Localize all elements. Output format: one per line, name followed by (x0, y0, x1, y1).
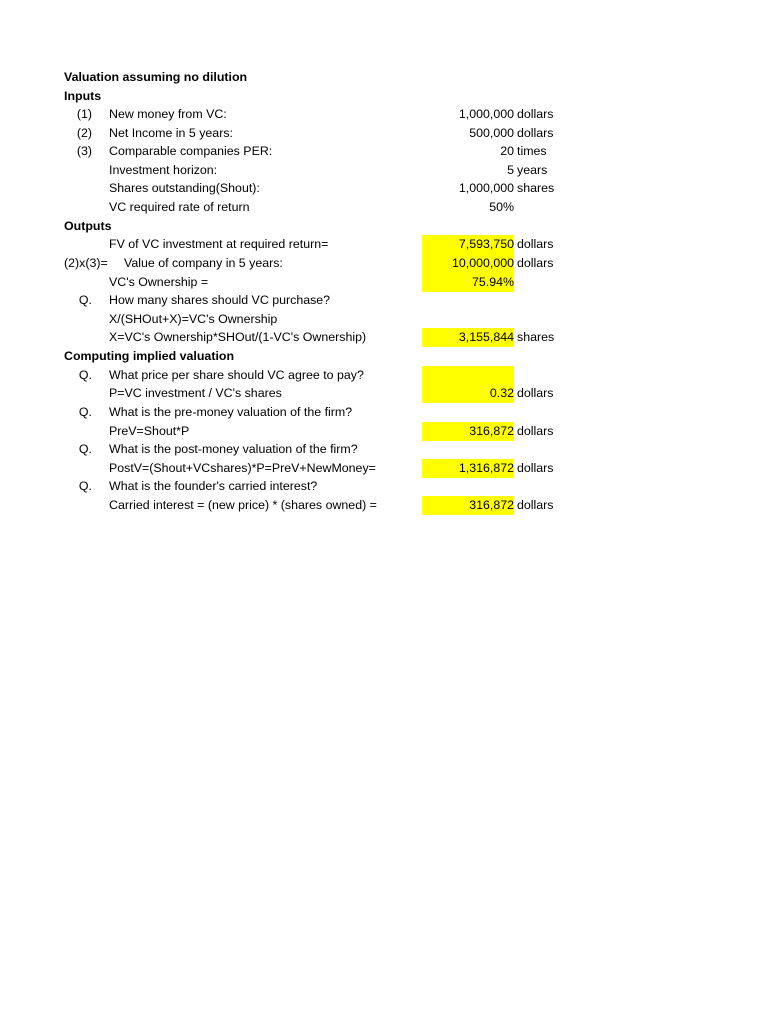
row-unit: times (517, 144, 547, 158)
computing-header-row (0, 347, 768, 366)
table-row (0, 254, 768, 273)
question-label: What is the founder's carried interest? (109, 479, 318, 493)
row-value[interactable]: 1,316,872 (422, 459, 514, 478)
table-row (0, 273, 768, 292)
title-row (0, 68, 768, 87)
row-unit: dollars (517, 256, 554, 270)
row-unit: dollars (517, 386, 554, 400)
row-value[interactable]: 1,000,000 (458, 107, 514, 121)
table-row (0, 403, 768, 422)
row-number: (1) (76, 107, 92, 121)
question-label: How many shares should VC purchase? (109, 293, 331, 307)
question-marker: Q. (78, 442, 92, 456)
row-label: PreV=Shout*P (109, 424, 190, 438)
row-value[interactable]: 500,000 (469, 126, 514, 140)
row-unit: dollars (517, 424, 554, 438)
row-label: X/(SHOut+X)=VC's Ownership (109, 312, 278, 326)
row-number: (3) (76, 144, 92, 158)
row-label: Comparable companies PER: (109, 144, 273, 158)
table-row (0, 422, 768, 441)
question-marker: Q. (78, 405, 92, 419)
row-value[interactable]: 20 (500, 144, 514, 158)
row-value[interactable]: 5 (507, 163, 514, 177)
row-label: PostV=(Shout+VCshares)*P=PreV+NewMoney= (109, 461, 376, 475)
table-row (0, 440, 768, 459)
row-unit: shares (517, 330, 555, 344)
row-label: Carried interest = (new price) * (shares owned) = (109, 498, 377, 512)
row-label: VC required rate of return (109, 200, 250, 214)
row-label: FV of VC investment at required return= (109, 237, 329, 251)
row-label: Value of company in 5 years: (124, 256, 283, 270)
row-unit: dollars (517, 461, 554, 475)
table-row (0, 459, 768, 478)
page-title: Valuation assuming no dilution (64, 70, 248, 84)
table-row (0, 198, 768, 217)
row-value[interactable]: 316,872 (422, 496, 514, 515)
row-unit: dollars (517, 126, 554, 140)
row-label: Shares outstanding(Shout): (109, 181, 260, 195)
row-label: VC's Ownership = (109, 275, 209, 289)
table-row (0, 105, 768, 124)
table-row (0, 161, 768, 180)
question-label: What is the post-money valuation of the firm? (109, 442, 358, 456)
question-marker: Q. (78, 479, 92, 493)
question-marker: Q. (78, 293, 92, 307)
table-row (0, 366, 768, 385)
row-label: P=VC investment / VC's shares (109, 386, 282, 400)
row-value[interactable]: 0.32 (489, 386, 514, 400)
table-row (0, 124, 768, 143)
table-row (0, 477, 768, 496)
computing-header: Computing implied valuation (64, 349, 235, 363)
row-label: Net Income in 5 years: (109, 126, 233, 140)
inputs-header: Inputs (64, 89, 102, 103)
outputs-header: Outputs (64, 219, 112, 233)
table-row (0, 235, 768, 254)
table-row (0, 291, 768, 310)
row-label: New money from VC: (109, 107, 227, 121)
row-label: Investment horizon: (109, 163, 218, 177)
inputs-header-row (0, 87, 768, 106)
row-unit: dollars (517, 107, 554, 121)
question-label: What price per share should VC agree to pay? (109, 368, 364, 382)
row-value[interactable]: 7,593,750 (422, 235, 514, 254)
row-value[interactable]: 50% (489, 200, 514, 214)
row-unit: dollars (517, 237, 554, 251)
question-label: What is the pre-money valuation of the firm? (109, 405, 353, 419)
row-unit: shares (517, 181, 555, 195)
row-value[interactable]: 3,155,844 (422, 328, 514, 347)
table-row (0, 328, 768, 347)
row-unit: dollars (517, 498, 554, 512)
row-value[interactable]: 316,872 (422, 422, 514, 441)
row-value[interactable]: 1,000,000 (458, 181, 514, 195)
table-row (0, 384, 768, 403)
question-marker: Q. (78, 368, 92, 382)
row-prefix: (2)x(3)= (64, 256, 108, 270)
row-label: X=VC's Ownership*SHOut/(1-VC's Ownership) (109, 330, 367, 344)
table-row (0, 142, 768, 161)
table-row (0, 496, 768, 515)
outputs-header-row (0, 217, 768, 236)
row-number: (2) (76, 126, 92, 140)
row-value[interactable]: 75.94% (422, 273, 514, 292)
row-value[interactable]: 10,000,000 (422, 254, 514, 273)
row-unit: years (517, 163, 548, 177)
table-row (0, 179, 768, 198)
table-row (0, 310, 768, 329)
